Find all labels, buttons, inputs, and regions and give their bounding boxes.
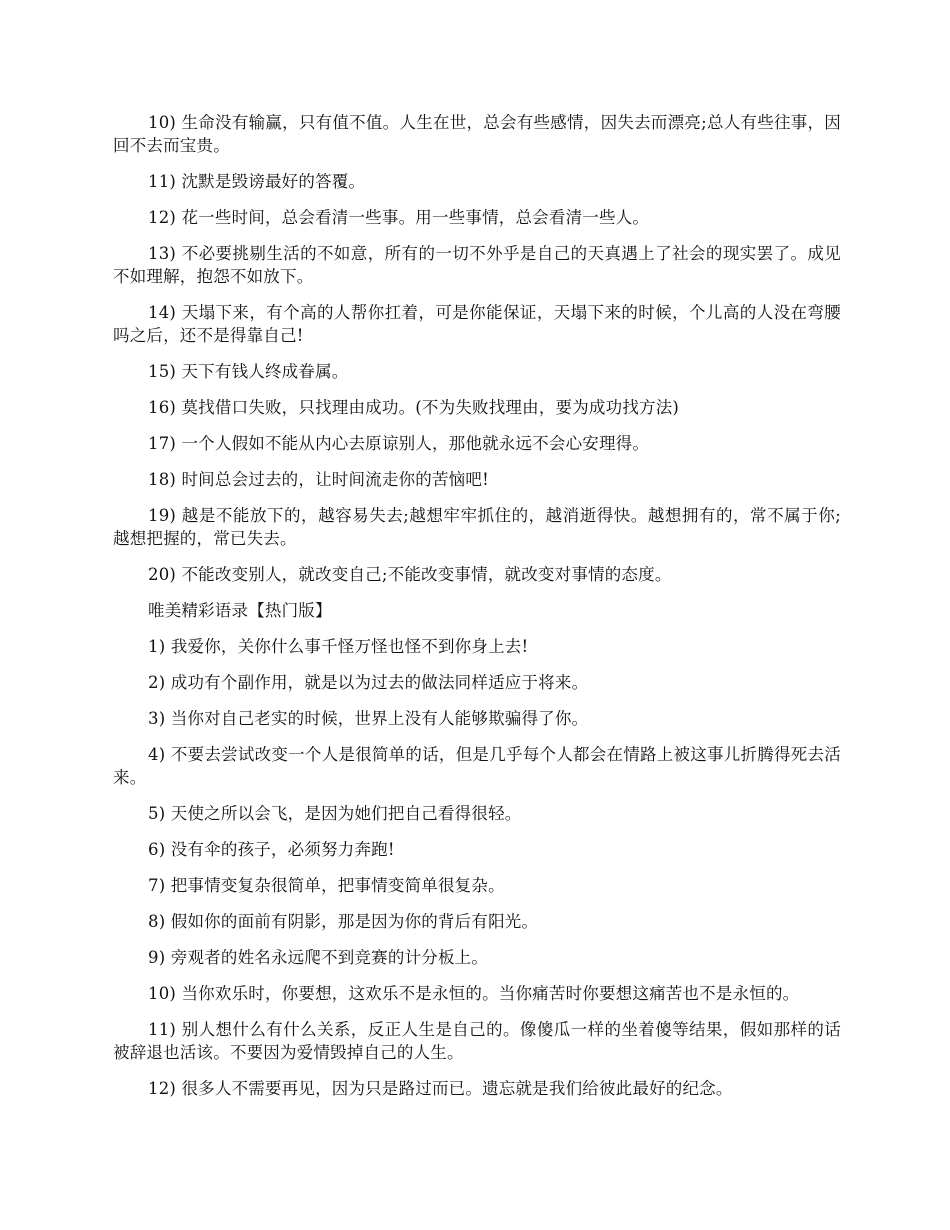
paragraph-14: 2) 成功有个副作用，就是以为过去的做法同样适应于将来。 <box>148 673 589 692</box>
paragraph-5: 14) 天塌下来，有个高的人帮你扛着，可是你能保证，天塌下来的时候，个儿高的人没在弯腰吗之后，还不是得靠自己! <box>113 303 841 345</box>
paragraph-9: 18) 时间总会过去的，让时间流走你的苦恼吧! <box>148 470 489 489</box>
paragraph-3: 12) 花一些时间，总会看清一些事。用一些事情，总会看清一些人。 <box>148 208 650 227</box>
paragraph-18: 6) 没有伞的孩子，必须努力奔跑! <box>148 840 395 859</box>
paragraph-8: 17) 一个人假如不能从内心去原谅别人，那他就永远不会心安理得。 <box>148 434 650 453</box>
paragraph-17: 5) 天使之所以会飞，是因为她们把自己看得很轻。 <box>148 804 522 823</box>
paragraph-11: 20) 不能改变别人，就改变自己;不能改变事情，就改变对事情的态度。 <box>148 565 672 584</box>
paragraph-19: 7) 把事情变复杂很简单，把事情变简单很复杂。 <box>148 876 505 895</box>
paragraph-7: 16) 莫找借口失败，只找理由成功。(不为失败找理由，要为成功找方法) <box>148 398 680 417</box>
paragraph-22: 10) 当你欢乐时，你要想，这欢乐不是永恒的。当你痛苦时你要想这痛苦也不是永恒的。 <box>148 984 800 1003</box>
paragraph-2: 11) 沈默是毁谤最好的答覆。 <box>148 172 366 191</box>
paragraph-1: 10) 生命没有输赢，只有值不值。人生在世，总会有些感情，因失去而漂亮;总人有些往事，因回不去而宝贵。 <box>113 113 841 155</box>
paragraph-16: 4) 不要去尝试改变一个人是很简单的话，但是几乎每个人都会在情路上被这事儿折腾得死去活来。 <box>113 745 841 787</box>
paragraph-23: 11) 别人想什么有什么关系，反正人生是自己的。像傻瓜一样的坐着傻等结果，假如那样的话被辞退也活该。不要因为爱情毁掉自己的人生。 <box>113 1020 841 1062</box>
section-heading: 唯美精彩语录【热门版】 <box>148 601 332 620</box>
paragraph-13: 1) 我爱你，关你什么事千怪万怪也怪不到你身上去! <box>148 637 529 656</box>
paragraph-24: 12) 很多人不需要再见，因为只是路过而已。遗忘就是我们给彼此最好的纪念。 <box>148 1079 733 1098</box>
paragraph-15: 3) 当你对自己老实的时候，世界上没有人能够欺骗得了你。 <box>148 709 589 728</box>
paragraph-21: 9) 旁观者的姓名永远爬不到竞赛的计分板上。 <box>148 948 489 967</box>
paragraph-20: 8) 假如你的面前有阴影，那是因为你的背后有阳光。 <box>148 912 539 931</box>
document-body <box>113 111 841 1113</box>
paragraph-4: 13) 不必要挑剔生活的不如意，所有的一切不外乎是自己的天真遇上了社会的现实罢了。成见不如理解，抱怨不如放下。 <box>113 244 841 286</box>
paragraph-6: 15) 天下有钱人终成眷属。 <box>148 362 349 381</box>
paragraph-10: 19) 越是不能放下的，越容易失去;越想牢牢抓住的，越消逝得快。越想拥有的，常不属于你;越想把握的，常已失去。 <box>113 506 841 548</box>
